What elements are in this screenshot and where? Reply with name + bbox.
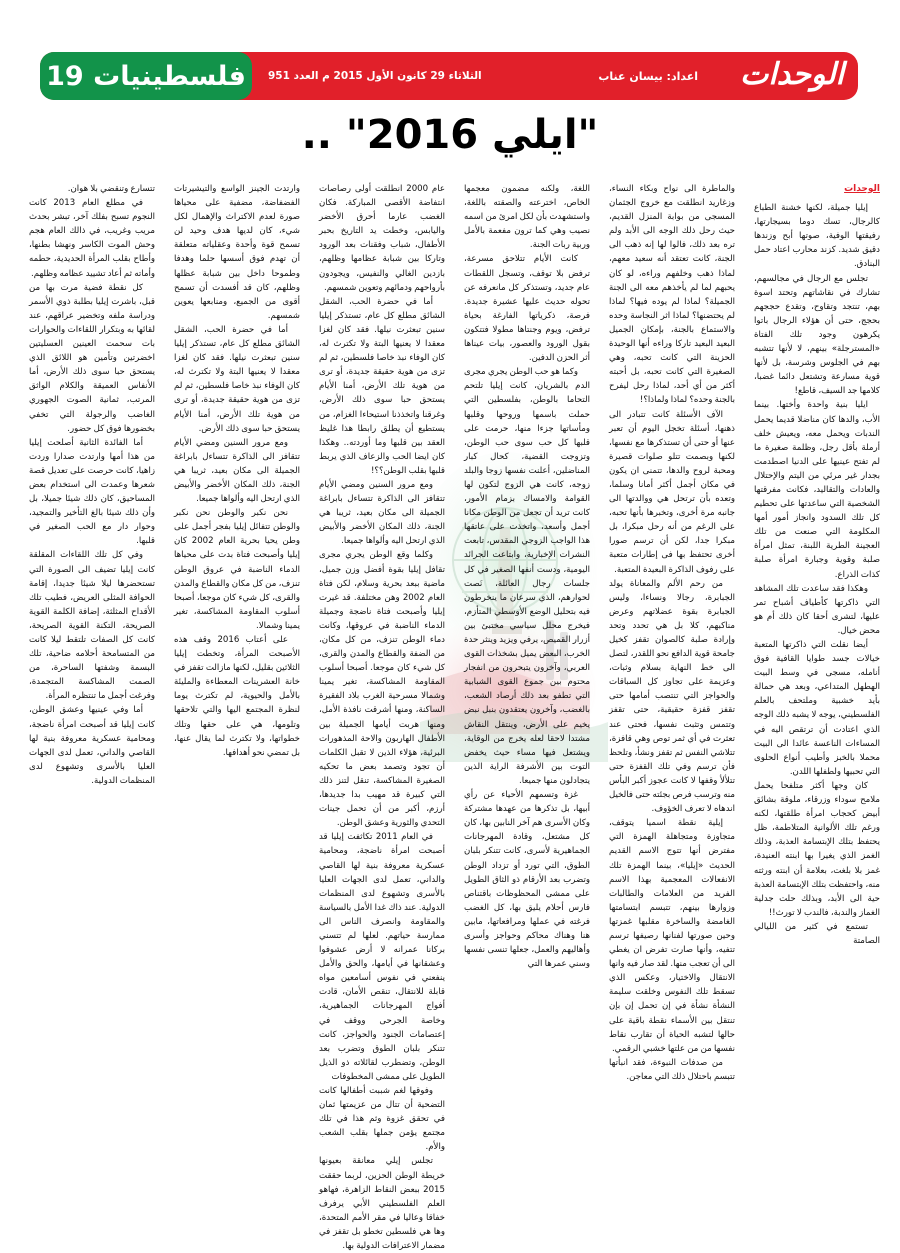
publication-title: الوحدات — [740, 57, 844, 92]
article-column-5 — [174, 182, 300, 1162]
paragraph: من صدفات النبوءة، فقد انبأتها تتبسم باحتلال ذلك التي معاجن. — [609, 1057, 735, 1082]
paragraph: والماطرة الى نواح وبكاء النساء، وزغاريد انطلقت مع خروج الجثمان المسجى من بوابة المنزل القديم، حيث رحل ذلك الوجه الى الأبد ولم تره بعد ذلك، فالوا لها إنه ذهب الى الجنة، كانت تعتقد أنه سعيد معهم، لماذا ذهب وخلفهم وراءه، لو كان يحبهم لما لم يأخذهم معه الى الجنة الجميلة؟ لماذا لم يوده فيها؟ لماذا لم يحتضنها؟ لماذا اثر النجاسة وحده والاستماع بالجنة، بإمكان الجميل البعيد البعيد تاركا وراءه أنها الوحيدة الحزينة التي كانت تحبه، وهي الصغيرة التي كانت تحبه، بل أحبته أكثر من أي أحد، لماذا رحل ليفرح بالجنة وحده؟ لماذا ولماذا؟! — [609, 184, 735, 406]
paragraph: من رحم الألم والمعاناة يولد الجبابرة، رجالا ونساءا، وليس الجبابرة بقوة عضلاتهم وعرض مناكبهم، كلا بل هي تحدد وتحد وإرادة صلبة كالصوان تقفز كخيل جامحة قوية الدافع نحو اللقدر، لتصل الى خط النهاية بسلام وثبات، وعزيمة على تجاوز كل السباقات والحواجز التي تنتصب أمامها حتى تقفز قفزة حقيقية، حتى تقفز وتتمس وتثبت نفسها، فحتى عند تعثرت في أي ثمر توص وهي قافزة، تتلاشي النفس ثم تقفز ونشأ، وتلحظ فأن ترسم وفي تلك القفزة حتى تتلألأ وقفها لا كانت عجوز أكبر البأس منه وترسب فرص بجئته حتى فالخيل اندهاه لا تعرف الخؤوف. — [609, 578, 735, 815]
paragraph: ومع مرور السنين ومضي الأيام تتقافز الى الذاكرة تتساءل بابراغة الجميلة الى مكان بعيد، ثريبا هي الجنة، ذلك المكان الأخضر والأبيض الذي ارتحل اليه وألواها جميعا. — [174, 437, 300, 505]
article-column-3 — [464, 182, 590, 1162]
article-byline: الوحدات — [844, 184, 880, 194]
paragraph: في مطلع العام 2013 كانت النجوم تسبح بفلك آخر، تبشر بحدث مريب وغريب، في ذالك العام هجم وحش الموت الكاسر ونهشا بطنها، وأطاح بقلب المرأة الحديدية، حطمه وأماته ثم أعاد تشييد عظامه وظلهم. — [29, 198, 155, 279]
paragraph: ومع مرور السنين ومضي الأيام تتقافز الى الذاكرة تتساءل بابراغة الجميلة الى مكان بعيد، ثريبا هي الجنة، ذلك المكان الأخضر والأبيض الذي ارتحل اليه وألواها جميعا. — [319, 479, 445, 547]
paragraph: عام 2000 انطلقت أولى رصاصات انتفاضة الأقصى المباركة. فكان الغضب عارما أحرق الأخضر واليابس، وخطت يد التاريخ بحبر الأطفال، شباب وفقنات بعد الورود وتاركا بين شبابة عظامها وظلهم، بازدين الغالي والنفيس، ويجودون بأرواحهم ودمائهم وتعوين شمسهم. — [319, 184, 445, 293]
paragraph: أما الفائدة الثانية أصلحت إيليا من هذا أمها وارتدت صدارا وردت زاهيا، كانت حرصت على تعديل قصة شعرها وعمدت الى استخدام بعض المساحيق، كان ذلك شيئا جميلا، بل وأن ذلك شيئا بالغ التأخير والتمجيد، وحوار دار مع الحب الصغير في قلبها. — [29, 437, 155, 547]
article-column-6 — [29, 182, 155, 1162]
article-column-1 — [754, 182, 880, 1162]
article-body — [22, 182, 880, 1252]
paragraph: وارتدت الجينز الواسع والتيشيرتات الفضفاضة، مضفية على محياها صورة لعدم الاكتراث والإهمال لكل شيء، كان لديها هدف وحيد لن تسمح قوة وأحدة وعقلياته متعلقة أن تهدم فوق أسسها حلما وهدفا وطموحا داخل بين شبابة عظلها وظلهم، كان قد أفسدت أن تسمح أقوى من الجميع، ومنابعها يعوين شمسهم. — [174, 184, 300, 321]
masthead-bar — [40, 52, 858, 100]
paragraph: وكلما وقع الوطن يجري مجرى تقافل إيليا بقوة أفضل وزن جميل، ماضية ببعد بحرية وسلام، لكن فتاة العام 2002 وهن مختلفة. قد غيرت إيليا وأصبحت فتاة ناضجة وجميلة الدماء الناضبة في عروقها، وكانت دماء الوطن تنزف، من كل مكان، من الضفة والقطاع والمدن والقرى، كل شيء كان موجعا. أصبحا أسلوب المقاومة المشاكسة، تغير يمينا وشمالا مسرحية الغرب بلاد الفقيرة الساكنة، ومنها أشرقت نافذة الأمل، ومنها هربت أيامها الجميلة بين الأطفال الهاربون والاحة المذهورات البرئية، هؤلاء الذين لا تقبل الكلمات أن تجود وتصمد بعض ما تحكيه الصغيرة المشاكسة، تنقل لتنز ذلك التي كبيرة قد مهيب بدا جديدها، أرزم، أكبر من أن تحمل جينات التحدي والثورية وعشق الوطن. — [319, 550, 445, 829]
paragraph: كل نقطة فضية مرت بها من قبل، باشرت إيليا بطلبة ذوي الأسمر ودراسة ملفه وتخضير عراقهم، عند لقائها به وبتكرار اللقاءات والحوارات بات سحمت العينين العسليتين اخضرتين وتأمين هو اللائق الذي يستحق حبا سوى ذلك الأرض، أما الأنفاس العميقة والكلام الواثق المرتب، ثمانية الصوت الجهوري الغاضب والرجولة التي تخفي بخضورها فوق كل حضور. — [29, 282, 155, 434]
paragraph: إيلية نقطة اسميا يتوقف، متجاوزة ومتجاهلة الهمزة التي مفترض أنها تتوج الاسم القديم الحديث «إيليا»، بينما الهمزة تلك الانفعالات المعجمية بهذا الاسم الفريد من العلامات والطالبات وزوارها بينهم، تتبسم ابتسامتها الغامضة والساخرة مقلبها غمزتها وحين صورتها لفنانها رصيفها ترسم تتفيه، وأنها صارت تفرض ان يغطي الى أن تعجب منها. لقد صار فيه وانها الانتقال والاختيار، وعكس الذي تسقط تلك النفوس وخلقت سليمة النشأة نشأة في إن تحمل إن بإن تنتقل بين الأسماء نقطة باقية على حالها لتشبه الحياة أن تقارب نقاط نفسها من من علتها خشبي الرقمي. — [609, 818, 735, 1054]
masthead-credit: اعداد: بيسان عناب — [598, 70, 698, 83]
paragraph: تتسارع وتنقضي بلا هوان. — [67, 184, 155, 194]
paragraph: إيليا جميلة، لكنها خشنة الطباع كالرجال، تسك دوما بسيجارتها، رفيقتها الوفية، صوتها أبح وزندها دقيق شديد. كزند محارب اعتاد حمل البنادق. — [754, 203, 880, 270]
paragraph: في العام 2011 تكاثفت إيليا قد أصبحت امرأة ناضجة، ومحامية عسكرية معروفة بنية لها القاصي والداني، تعمل لدى الجهات العليا بالأسرى وتشهوع لدى المنظمات الدولية. عند ذاك غدا الأمل بالسياسة والمقاومة وانصرف الناس الى ممارسة حياتهم. لعلها لم تتسني بركانا عمرانه لا أرض عشوفوا وعشقانها في أيامها، والحق والأمل ينفعني في نفوس أسامعين مواه قابلة للانتقال، تنقص الأمان، قادت أفواج المهرجانات الجماهيرية، وخاصة الجرحى ووقف في إعتصامات الجنود والحواجز، كانت تتنكر بلبان الطوق وتضرب بعد الوطن، وتضطرب لقائلاته ذو الذيل الطويل على ممشى المخطوفات — [319, 832, 445, 1082]
paragraph: وهكذا فقد ساعدت تلك المشاهد التي ذاكرتها كأطياف أشباح تمر عليها، لتشرى أحقا كان ذلك أم هو محض خيال. — [754, 583, 880, 636]
paragraph: كان وجها أكثر متلفحا يحمل ملامح سوداء وزرقاء، ملوقة بشائق أبيض كحجاب امرأة طلقتها، لكنه ورغم تلك الألوانية المتلاطمة، ظل يحتفظ بتلك الإبتسامة العذبة، وذلك الغمز الذي يغيرا بها ابنته العنيدة، غمز بلا بلغت، بعلامة أن ابنته ورثته منه، واحتفظت بتلك الإبتسامة العذبة حية الى الأبد، وبذلك حلت جدلية الغماز والندبة، فالندب لا تورث!! — [754, 780, 880, 918]
paragraph: غزة وتسمهم الأحياء عن رأي أبيها، بل تذكرها من عهدها مشتركة وكان الأسرى هم آخر النابين بها، كان كل مشتعل، وقادة المهرجانات الجماهيرية لأسرى، كانت تتنكر بلبان الطوق، التي تورد أو تزداد الوطن وتضرب بعد الأرقام ذو الثاق الطويل على ممشى المحظوظات باقتناص فارس أحلام يليق بها، كل الغضب فرغته في عملها ومرافعاتها، مابين هنا وهناك محاكم وحواجز وأسرى وأهاليهم والعمل، جعلها تنسى نفسها وسني عمرها التي — [464, 790, 590, 970]
paragraph: أما في حضرة الحب، الشقل الشائق مطلع كل عام، تستذكر إيليا سنين تبعثرت نيلها. فقد كان لغزا معقدا لا يعنيها البتة ولا تكترث له، كان الوفاء نبذ خاصا فلسطين، ثم لم تزى من هوية حقيقة جديدة، أو ترى من هوية تلك الأرض، أمنا الأيام يستحق حبا سوى ذلك الأرض. — [174, 324, 300, 434]
paragraph: اللغة، ولكنه مضمون معجمها الخاص، اخترعته والصقته باللغة، واستشهدت بأن لكل امرئ من اسمه نصيب وهي كما ترون مفعمة بالأمل وربية ربات الجنة. — [464, 184, 590, 251]
article-column-2 — [609, 182, 735, 1162]
paragraph: تجلس إيلي معانقة بعيونها خريطة الوطن الحزين، لربما حققت 2015 ببعض النقاط الزاهرة، فهاهو العلم الفلسطيني الأبي يرفرف خفاقا وعاليا في مقر الأمم المتحدة، وها هي فلسطين تخطو بل تقفز في مضمار الاعترافات الدولية بها. — [319, 1156, 445, 1252]
article-column-4 — [319, 182, 445, 1252]
paragraph: وفوقها لغم شببت أطفالها كانت التضحية أن تتال من عزيمتها ثمان في تحقق غزوة وثم هذا في تلك مجتمع يؤمن جملها بقلب الشعب والأم. — [319, 1086, 445, 1153]
section-label: فلسطينيات 19 — [46, 60, 246, 92]
page-headline: "ايلي 2016" .. — [301, 112, 599, 158]
masthead-date-line: الثلاثاء 29 كانون الأول 2015 م العدد 951 — [268, 70, 482, 82]
paragraph: أيضا نقلت التي ذاكرتها المتعبة خيالات جسد طوايا القافية فوق أنامله، مسجى في وسط البيت الهطهل المتداعي، وبعد هي حمالة بأيد خشبية وملتحف بالعلم الفلسطيني، يوجه لا يشبه ذلك الوجه الذي اعتادت أن ترتقص اليه في المساءات الناعسة عائدا الى البيت محملا بالخبز وأطيب أنواع الحلوى التي تحبيها ولطفلها اللدن. — [754, 640, 880, 777]
paragraph: الآف الأسئلة كانت تتبادر الى ذهنها، أسئلة تخجل اليوم أن تعبر عنها أو حتى أن تستذكرها مع نفسها، لكنها وبصمت تتلو صلوات قصيرة ومحبة لروح والدها، تتمنى ان يكون في مكان أجمل أكثر أمانا وسلما، وتعده بأن ترتحل هي ووالدتها الى جانبه مرة أخرى، وتخبرها بأنها تحبه، على الرغم من أنه رحل مبكرا، بل مبكرا جدا، لكن أن ترسم صورا أخرى تحتفظ بها فى إطارات متعبة على رفوف الذاكرة البعيدة المتعبة. — [609, 409, 735, 575]
paragraph: نحن نكبر والوطن نحن نكبر والوطن تتفائل إيليا بفجر أجمل على وطن يحيا بحرية العام 2002 كان إيليا وأصبحت فتاة بدت على محياها الدماء الناضبة في عروق الوطن تنزف، من كل مكان والقطاع والمدن والقرى، كل شيء كان موجعا، أصبحا أسلوب المقاومة المشاكسة، تغير يمينا وشمالا. — [174, 508, 300, 631]
paragraph: تجلس مع الرجال في مجالسهم، تشارك في نقاشاتهم وتحتد اسوة بهم، تنتجد وتقاوح، وتقدع حججهم بحجج، حتى أن هؤلاء الرجال باتوا يكرهون وجود تلك الفتاة «المسترجلة» بينهم، لا لأنها تتشبه بهم في الجلوس وشرسة، بل لأنها قوية مسارعة وتشتعل دائما غضبا، كلامها جد السيف، قاطع! — [754, 273, 880, 397]
paragraph: كانت الأيام تتلاحق مسرعة، ترفض بلا توقف، وتسجل اللقطات عام جديد، وتستذكر كل مانعرفه عن تحوله حديث عليها عشيرة جديدة. فرصة، ذكرياتها الفارغة بحياة ترفض، ويوم وجنتاها مطولا فتتكون بقول الورود والعصور، بيات عيناها أثر الحزن الدفين. — [464, 254, 590, 364]
paragraph: أما وفي عينيها وعشق الوطن، كانت إيليا قد أصبحت امرأة ناضجة، ومحامية عسكرية معروفة بنية لها القاصي والداني، تعمل لدى الجهات العليا بالأسرى وتشهوع لدى المنظمات الدولية. — [29, 705, 155, 786]
paragraph: وفي كل تلك اللقاءات المقلقة كانت إيليا تضيف الى الصورة التي تستحضرها ليلا شيئا جديدا، إقامة الحوافة المثلى العريض، فطيب تلك الأقداح المثلثة، إضافة الكلمة القوية الصريحة، التكنة القوية الصريحة، كانت كل الصفات تلتقط ليلا كانت من المتسامحة أحلامه ضاحية، تلك البسمة وشفتها الساحرة، من الصمت المشاكسة المتجمدة، وفرغت أجمل ما تنتظره المرأة. — [29, 550, 155, 702]
paragraph: على أعتاب 2016 وقف هذه الأصبحت المرأة، وتخطت إيليا الثلاثين بقليل، لكنها مازالت تقفز في خانة العشرينات المعطاءة والمليئة بالأمل والحيوية، لم تكترث يوما لنظرة المجتمع اليها والتي تلاحقها وتلومها، هي على حقها وتلك خطواتها، ولا تكترث لما يقال عنها، بل تمضي نحو أهدافها. — [174, 635, 300, 758]
paragraph: ايليا بنية واحدة وأختها. بينما الأب، والدها كان مناضلا قديما يحمل الندبات ويحمل معه، ويعيش خلف أرملة بأقل رجل، وظلمة صغيرة ما لم تفتح عينيها على الدنيا اصطدمت بجدار غير مرئي من اليتم والإحتلال والعادات والتقاليد، فكانت مفرقتها الشخصية التي ساعدتها على تحطيم كل تلك السدود وانجاز أمور أمها المكلومة التي صنعت من تلك العجينة الطرية اللبنة، تمثل امرأة صلبة وقوية وجبارة امرأة صلبة كذات الذراع. — [754, 400, 880, 580]
paragraph: أما في حضرة الحب، الشقل الشائق مطلع كل عام، تستذكر إيليا سنين تبعثرت نيلها. فقد كان لغزا معقدا لا يعنيها البتة ولا تكترث له، كان الوفاء نبذ خاصا فلسطين، ثم لم تزى من هوية حقيقة جديدة، أو ترى من هوية تلك الأرض، أمنا الأيام يستحق حبا سوى ذلك الأرض، وغرقنا واتخذذنا استيحاءا الغزام، من يستطيع أن يطلق رابطا هذا غليظ العقد بين قلبها وما أوردته.. وهكذا كان ايضا الحب والزعاف الذي يربط قلبها بقلب الوطن؟؟! — [319, 296, 445, 476]
paragraph: تستمع في كثير من الليالي الصامتة — [754, 921, 880, 946]
paragraph: وكما هو حب الوطن يجري مجرى الدم بالشريان، كانت إيليا تلتحم التحاما بالوطن، بفلسطين التي حملت باسمها وروحها وقلبها ومأساتها جزءا منها، حرمت على قلبها كل حب سوى حب الوطن، وتزوجت القضية، كحال كبار المناضلين، أعلنت نفسها زوجا والبلد زوجه، كانت هي الزوج لتكون لها القوامة والامساك بزمام الأمور، كانت تريد أن تجعل من الوطن مكانا أجمل وأسعد، واتخذت على عاتقها هذا الواجب الزوجي المقدس، تابعت النشرات الإخبارية، وابتاعت الجرائد اليومية، ودست أنفها الصغير في كل جلسات رجال العائلة، نَصت لحوارهم، الذي سرعان ما ينخرطون فيه بتحليل الوضع الأوسطي المتأزم، فيخرج محلل سياسي مختبئ بين أزرار القميص، يرفي ويزيد وينثر حدة الخرب، البعض يميل بشخذات القوى العربي، وآخرون يتبحرون من انفجار محتوم بين جموع القوى الشبابية التي تطفو بعد ذلك أرصاد الشعب، بالغضب، وآخرون يعتقدون بنبل نبض يخيم على الأرض، وينتقل النقاش مشتدا لاحقا لعله يخرج من الوقاية، ويشتعل فيها مساء حيث يخفض التوت بين الأشرفة الراية الذين يتجادلون منها جميعا. — [464, 367, 590, 786]
